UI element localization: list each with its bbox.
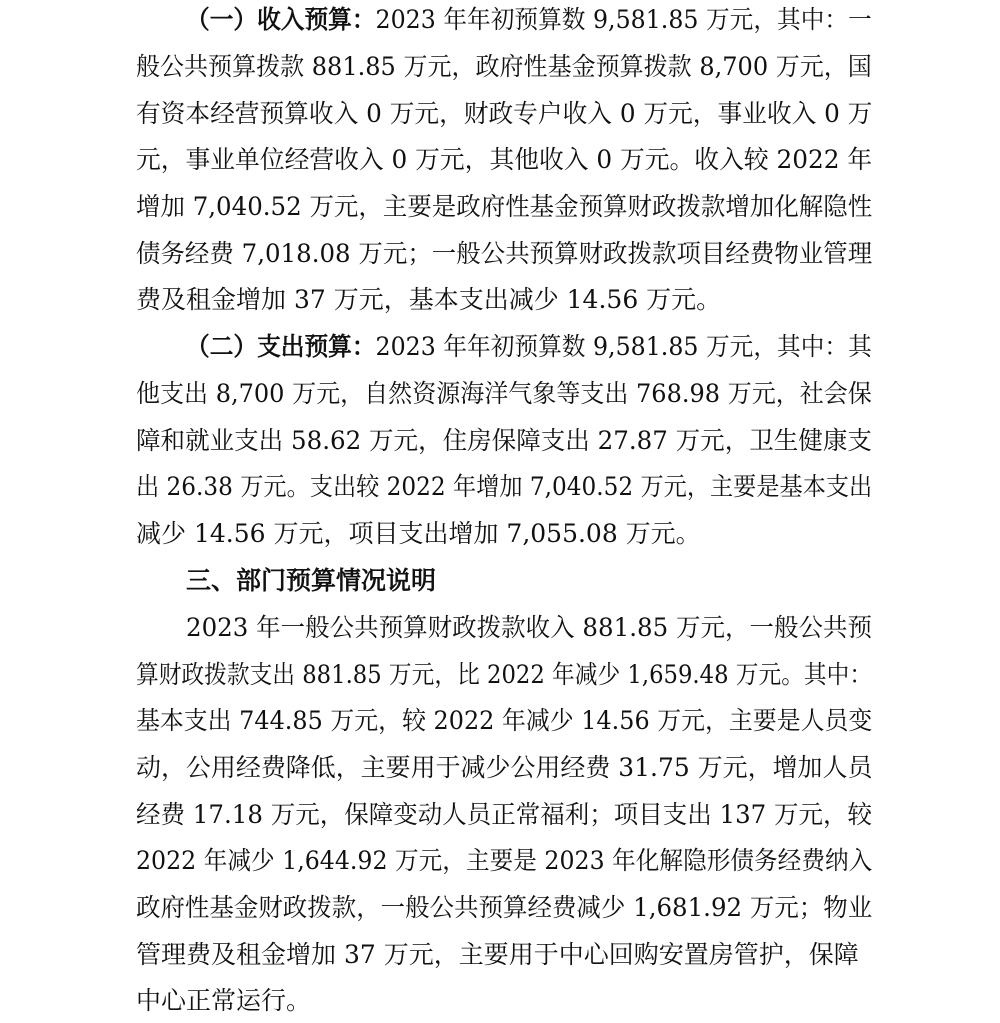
section3-line-2: 算财政拨款支出 881.85 万元，比 2022 年减少 1,659.48 万元。其中： <box>136 660 873 689</box>
section3-title: 三、部门预算情况说明 <box>186 566 437 595</box>
section1-line-4: 元，事业单位经营收入 0 万元，其他收入 0 万元。收入较 2022 年 <box>136 145 873 174</box>
section1-line-1 <box>186 0 872 40</box>
section3-line-4: 动，公用经费降低，主要用于减少公用经费 31.75 万元，增加人员 <box>136 753 873 782</box>
section2-line-3: 障和就业支出 58.62 万元，住房保障支出 27.87 万元，卫生健康支 <box>136 426 872 455</box>
section1-line-7: 费及租金增加 37 万元，基本支出减少 14.56 万元。 <box>136 285 722 314</box>
section3-line-6: 2022 年减少 1,644.92 万元，主要是 2023 年化解隐形债务经费纳入 <box>136 846 873 875</box>
section1-line-6: 债务经费 7,018.08 万元；一般公共预算财政拨款项目经费物业管理 <box>136 239 873 268</box>
section2-line-4: 出 26.38 万元。支出较 2022 年增加 7,040.52 万元，主要是基本支出 <box>136 472 873 501</box>
section1-line-3: 有资本经营预算收入 0 万元，财政专户收入 0 万元，事业收入 0 万 <box>136 99 873 128</box>
section2-line-1-text: 2023 年年初预算数 9,581.85 万元，其中：其 <box>375 332 872 361</box>
section3-line-3: 基本支出 744.85 万元，较 2022 年减少 14.56 万元，主要是人员变 <box>136 706 873 735</box>
section2-line-1 <box>186 327 872 367</box>
section2-line-5: 减少 14.56 万元，项目支出增加 7,055.08 万元。 <box>136 519 701 548</box>
section2-line-2: 他支出 8,700 万元，自然资源海洋气象等支出 768.98 万元，社会保 <box>136 379 872 408</box>
section1-line-5: 增加 7,040.52 万元，主要是政府性基金预算财政拨款增加化解隐性 <box>136 192 873 221</box>
section3-line-7: 政府性基金财政拨款，一般公共预算经费减少 1,681.92 万元；物业 <box>136 893 873 922</box>
section1-line-2: 般公共预算拨款 881.85 万元，政府性基金预算拨款 8,700 万元，国 <box>136 52 872 81</box>
section2-heading: （二）支出预算： <box>186 332 376 361</box>
section3-line-1: 2023 年一般公共预算财政拨款收入 881.85 万元，一般公共预 <box>186 613 872 642</box>
section3-line-5: 经费 17.18 万元，保障变动人员正常福利；项目支出 137 万元，较 <box>136 800 873 829</box>
section1-heading: （一）收入预算： <box>186 5 376 34</box>
section1-line-1-text: 2023 年年初预算数 9,581.85 万元，其中：一 <box>375 5 872 34</box>
section3-line-9: 中心正常运行。 <box>136 986 312 1015</box>
section3-line-8: 管理费及租金增加 37 万元，主要用于中心回购安置房管护，保障 <box>136 940 859 969</box>
